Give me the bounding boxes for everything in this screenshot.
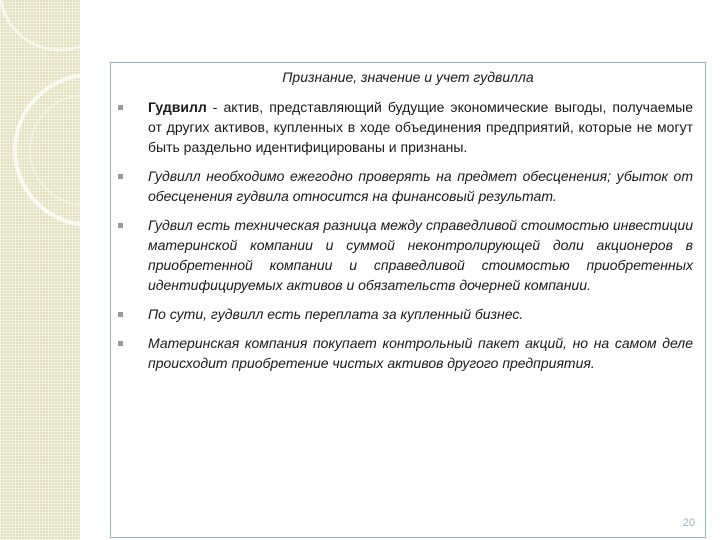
slide-title: Признание, значение и учет гудвилла	[282, 69, 534, 85]
bullet-text	[148, 99, 693, 155]
slide-content-frame	[110, 62, 706, 538]
list-item	[111, 333, 705, 373]
goodwill-term: Гудвилл	[148, 99, 207, 115]
bullet-marker-icon	[118, 223, 123, 228]
bullet-marker-icon	[118, 174, 123, 179]
list-item	[111, 166, 705, 206]
bullet-text: Материнская компания покупает контрольный пакет акций, но на самом деле происходит приобретение чистых активов другого предприятия.	[148, 335, 693, 371]
bullet-marker-icon	[118, 341, 123, 346]
decorative-circles	[0, 0, 80, 540]
bullet-text: По сути, гудвилл есть переплата за купленный бизнес.	[148, 306, 524, 322]
bullet-text: Гудвилл необходимо ежегодно проверять на предмет обесценения; убыток от обесценения гудвила относится на финансовый результат.	[148, 168, 693, 204]
goodwill-definition: - актив, представляющий будущие экономические выгоды, получаемые от других активов, купленных в ходе объединения предприятий, которые не могут быть раздельно идентифицированы и признаны.	[148, 99, 693, 155]
bullet-marker-icon	[118, 105, 123, 110]
list-item	[111, 215, 705, 295]
list-item	[111, 97, 705, 157]
bullet-marker-icon	[118, 312, 123, 317]
decorative-side-panel	[0, 0, 80, 540]
list-item	[111, 304, 705, 324]
bullet-text: Гудвил есть техническая разница между справедливой стоимостью инвестиции материнской компании и суммой неконтролирующей доли акционеров в приобретенной компании и справедливой стоимостью приобретенных идентифицируемых активов и обязательств дочерней компании.	[148, 217, 693, 293]
bullet-list	[111, 97, 705, 382]
page-number: 20	[682, 517, 695, 529]
